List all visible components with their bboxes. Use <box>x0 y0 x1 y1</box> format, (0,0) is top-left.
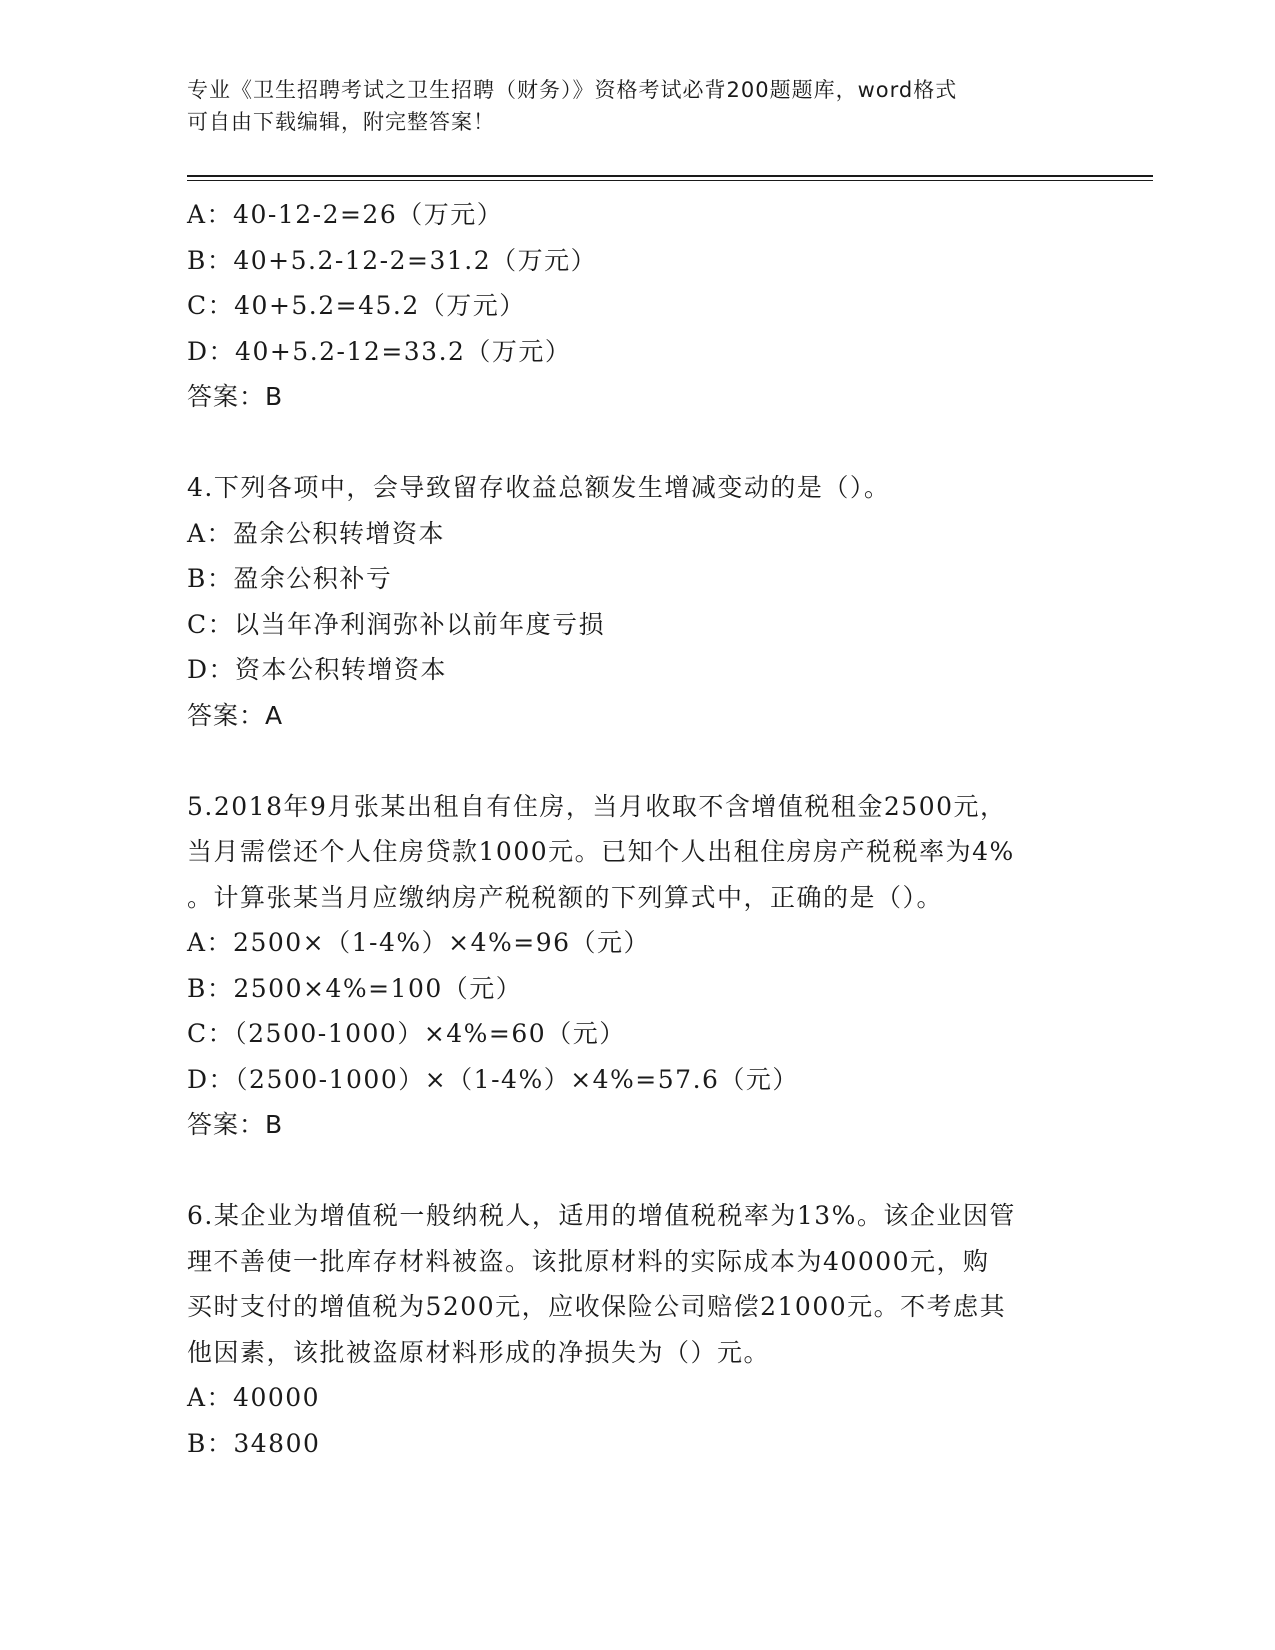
option-b: B：34800 <box>187 1428 321 1458</box>
document-header <box>187 74 1087 138</box>
option-b: B：40+5.2-12-2=31.2（万元） <box>187 245 598 275</box>
option-d: D：（2500-1000）×（1-4%）×4%=57.6（元） <box>187 1064 799 1094</box>
question-stem-line-4: 他因素，该批被盗原材料形成的净损失为（）元。 <box>187 1337 771 1367</box>
question-stem-line-1: 6.某企业为增值税一般纳税人，适用的增值税税率为13%。该企业因管 <box>187 1201 1016 1230</box>
question-4 <box>187 465 1087 738</box>
option-c: C：40+5.2=45.2（万元） <box>187 291 526 320</box>
option-d: D：40+5.2-12=33.2（万元） <box>187 336 572 366</box>
question-5 <box>187 784 1087 1148</box>
question-3-continued <box>187 192 1087 420</box>
question-6 <box>187 1193 1087 1466</box>
option-b: B：2500×4%=100（元） <box>187 973 523 1003</box>
answer-line: 答案：B <box>187 382 284 411</box>
spacer <box>187 738 1087 784</box>
spacer <box>187 1148 1087 1194</box>
answer-line: 答案：A <box>187 700 284 730</box>
option-b: B：盈余公积补亏 <box>187 564 393 593</box>
option-c: C：以当年净利润弥补以前年度亏损 <box>187 609 606 639</box>
option-a: A：盈余公积转增资本 <box>187 518 446 548</box>
header-title-line-1: 专业《卫生招聘考试之卫生招聘（财务）》资格考试必背200题题库，word格式 <box>187 78 958 102</box>
option-d: D：资本公积转增资本 <box>187 655 448 684</box>
question-stem: 4.下列各项中，会导致留存收益总额发生增减变动的是（）。 <box>187 473 891 502</box>
question-stem-line-1: 5.2018年9月张某出租自有住房，当月收取不含增值税租金2500元， <box>187 791 1007 821</box>
option-c: C：（2500-1000）×4%=60（元） <box>187 1019 626 1048</box>
question-stem-line-3: 。计算张某当月应缴纳房产税税额的下列算式中，正确的是（）。 <box>187 882 944 912</box>
option-a: A：2500×（1-4%）×4%=96（元） <box>187 928 651 957</box>
header-divider-thick <box>187 175 1153 177</box>
question-stem-line-3: 买时支付的增值税为5200元，应收保险公司赔偿21000元。不考虑其 <box>187 1292 1007 1321</box>
answer-line: 答案：B <box>187 1110 284 1139</box>
header-title-line-2: 可自由下载编辑，附完整答案！ <box>187 110 495 134</box>
header-divider-thin <box>187 180 1153 181</box>
document-body <box>187 192 1087 1466</box>
question-stem-line-2: 理不善使一批库存材料被盗。该批原材料的实际成本为40000元，购 <box>187 1246 990 1276</box>
option-a: A：40-12-2=26（万元） <box>187 200 504 229</box>
spacer <box>187 420 1087 466</box>
question-stem-line-2: 当月需偿还个人住房贷款1000元。已知个人出租住房房产税税率为4% <box>187 837 1015 866</box>
option-a: A：40000 <box>187 1383 321 1412</box>
